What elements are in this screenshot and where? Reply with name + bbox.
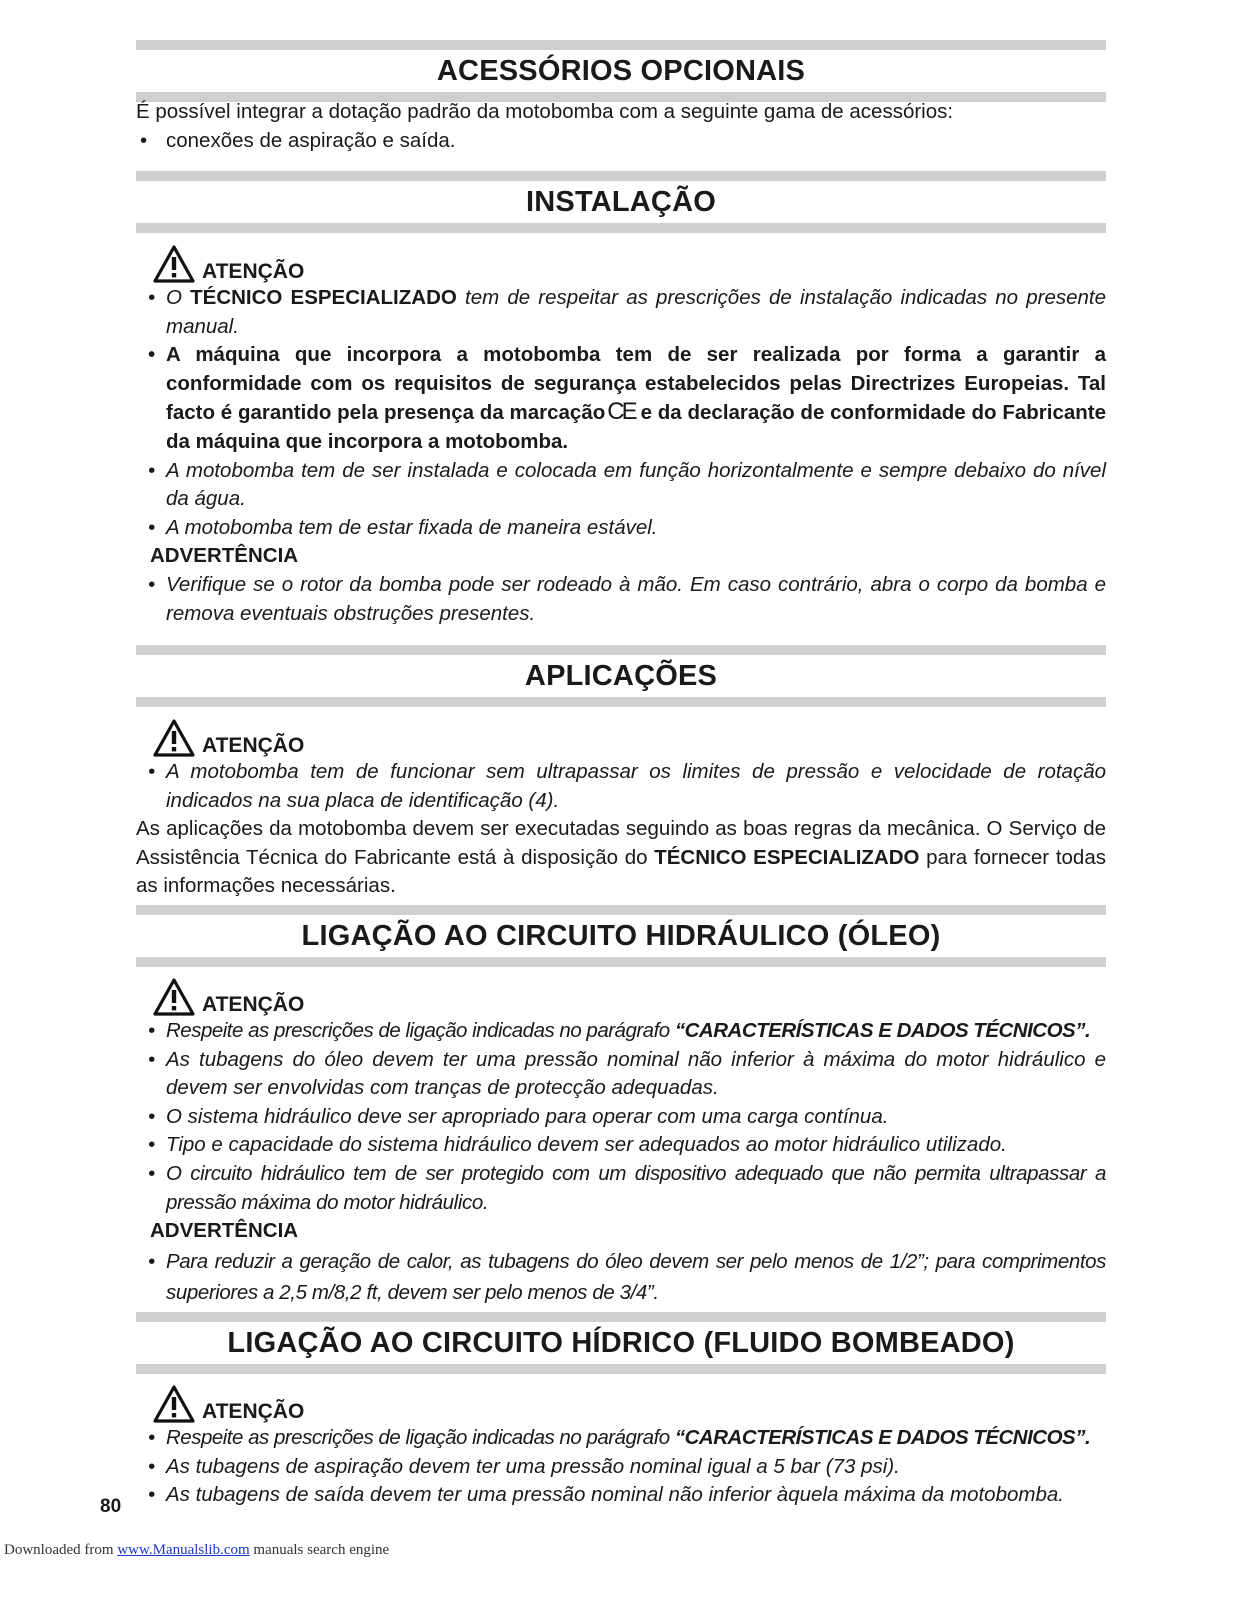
section-header-instalacao	[136, 171, 1106, 233]
list-item: • Tipo e capacidade do sistema hidráulico devem ser adequados ao motor hidráulico utilizado.	[148, 1133, 1007, 1157]
attention-heading	[152, 1380, 1106, 1424]
section-body-hidrico	[136, 1380, 1106, 1510]
advertencia-heading: ADVERTÊNCIA	[150, 544, 299, 568]
attention-label: ATENÇÃO	[202, 993, 305, 1016]
section-body-acessorios	[136, 98, 1106, 155]
bullet: •	[140, 128, 148, 152]
header-bar-top	[136, 1312, 1106, 1322]
intro-paragraph: É possível integrar a dotação padrão da motobomba com a seguinte gama de acessórios:	[136, 100, 954, 123]
section-body-oleo	[136, 973, 1106, 1308]
header-bar-top	[136, 905, 1106, 915]
reference-caracteristicas: “CARACTERÍSTICAS E DADOS TÉCNICOS”.	[674, 1426, 1091, 1449]
warning-triangle-icon	[152, 244, 196, 284]
section-title: LIGAÇÃO AO CIRCUITO HIDRÁULICO (ÓLEO)	[301, 920, 941, 952]
attention-heading	[152, 973, 1106, 1017]
header-bar-top	[136, 171, 1106, 181]
section-header-hidrico	[136, 1312, 1106, 1374]
emphasis-tecnico: TÉCNICO ESPECIALIZADO	[190, 286, 457, 309]
header-bar-bottom	[136, 697, 1106, 707]
section-header-acessorios	[136, 40, 1106, 102]
header-bar-top	[136, 40, 1106, 50]
header-bar-top	[136, 645, 1106, 655]
list-item: • A motobomba tem de funcionar sem ultrapassar os limites de pressão e velocidade de rotação indicados na sua placa de identificação (4).	[148, 760, 1106, 812]
list-item: • As tubagens do óleo devem ter uma pressão nominal não inferior à máxima do motor hidráulico e devem ser envolvidas com tranças de protecção adequadas.	[148, 1047, 1106, 1100]
list-item: • A máquina que incorpora a motobomba tem de ser realizada por forma a garantir a conformidade com os requisitos de segurança estabelecidos pelas Directrizes Europeias. Tal facto é garantido pela presença da marcaçãoCE e da declaração de conformidade do Fabricante da máquina que incorpora a motobomba.	[148, 343, 1106, 453]
list-item: • Verifique se o rotor da bomba pode ser rodeado à mão. Em caso contrário, abra o corpo da bomba e remova eventuais obstruções presentes.	[148, 572, 1106, 625]
list-item: • conexões de aspiração e saída.	[136, 127, 1106, 156]
warning-triangle-icon	[152, 1384, 196, 1424]
page-number: 80	[100, 1496, 122, 1517]
emphasis-tecnico: TÉCNICO ESPECIALIZADO	[654, 845, 920, 869]
list-item: • Respeite as prescrições de ligação indicadas no parágrafo “CARACTERÍSTICAS E DADOS TÉCNICOS”.	[148, 1426, 1091, 1449]
warning-triangle-icon	[152, 977, 196, 1017]
section-title: APLICAÇÕES	[524, 660, 718, 692]
download-footer: Downloaded from www.Manualslib.com manuals search engine	[4, 1542, 390, 1558]
body-paragraph: As aplicações da motobomba devem ser executadas seguindo as boas regras da mecânica. O Serviço de Assistência Técnica do Fabricante está à disposição do TÉCNICO ESPECIALIZADO para fornecer todas as informações necessárias.	[136, 817, 1106, 898]
list-item: • O sistema hidráulico deve ser apropriado para operar com uma carga contínua.	[148, 1104, 889, 1128]
list-item: • As tubagens de saída devem ter uma pressão nominal não inferior àquela máxima da motobomba.	[148, 1483, 1064, 1507]
manualslib-link[interactable]: www.Manualslib.com	[117, 1542, 250, 1558]
section-header-oleo	[136, 905, 1106, 967]
header-bar-bottom	[136, 957, 1106, 967]
list-item: • A motobomba tem de estar fixada de maneira estável.	[148, 515, 658, 539]
list-item: • As tubagens de aspiração devem ter uma pressão nominal igual a 5 bar (73 psi).	[148, 1454, 900, 1478]
list-item: • Para reduzir a geração de calor, as tubagens do óleo devem ser pelo menos de 1/2”; para comprimentos superiores a 2,5 m/8,2 ft, devem ser pelo menos de 3/4”.	[148, 1249, 1106, 1304]
warning-triangle-icon	[152, 718, 196, 758]
list-item: • O circuito hidráulico tem de ser protegido com um dispositivo adequado que não permita ultrapassar a pressão máxima do motor hidráulico.	[148, 1161, 1106, 1214]
header-bar-bottom	[136, 223, 1106, 233]
ce-mark-icon: CE	[607, 398, 635, 426]
section-title: INSTALAÇÃO	[526, 186, 716, 218]
header-bar-bottom	[136, 1364, 1106, 1374]
attention-heading	[152, 714, 1106, 758]
reference-caracteristicas: “CARACTERÍSTICAS E DADOS TÉCNICOS”.	[674, 1019, 1091, 1042]
attention-label: ATENÇÃO	[202, 260, 305, 283]
list-item: • A motobomba tem de ser instalada e colocada em função horizontalmente e sempre debaixo do nível da água.	[148, 458, 1106, 511]
list-item: • O TÉCNICO ESPECIALIZADO tem de respeitar as prescrições de instalação indicadas no presente manual.	[148, 286, 1106, 338]
section-body-instalacao	[136, 240, 1106, 628]
attention-label: ATENÇÃO	[202, 734, 305, 757]
attention-label: ATENÇÃO	[202, 1400, 305, 1423]
section-body-aplicacoes	[136, 714, 1106, 901]
advertencia-heading: ADVERTÊNCIA	[150, 1219, 299, 1243]
section-title: ACESSÓRIOS OPCIONAIS	[436, 55, 806, 87]
attention-heading	[152, 240, 1106, 284]
section-header-aplicacoes	[136, 645, 1106, 707]
section-title: LIGAÇÃO AO CIRCUITO HÍDRICO (FLUIDO BOMBEADO)	[227, 1327, 1015, 1359]
list-item: • Respeite as prescrições de ligação indicadas no parágrafo “CARACTERÍSTICAS E DADOS TÉCNICOS”.	[148, 1019, 1091, 1042]
